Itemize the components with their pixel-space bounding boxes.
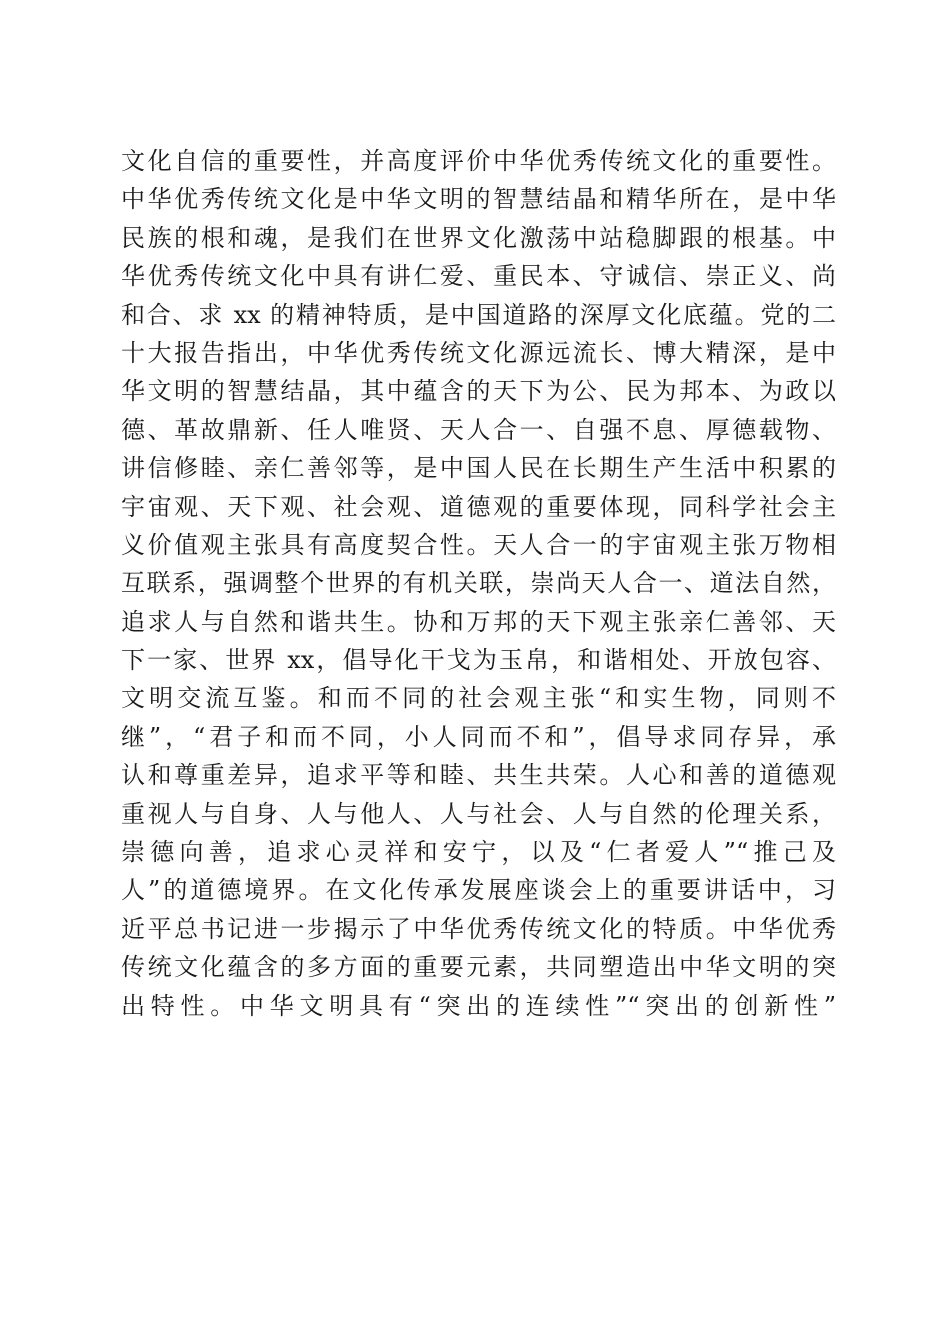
text-line: 华优秀传统文化中具有讲仁爱、重民本、守诚信、崇正义、尚 — [121, 262, 836, 291]
text-line: 宇宙观、天下观、社会观、道德观的重要体现，同科学社会主 — [121, 492, 836, 521]
text-line: 崇德向善，追求心灵祥和安宁，以及“仁者爱人”“推己及 — [121, 838, 836, 867]
text-line: 互联系，强调整个世界的有机关联，崇尚天人合一、道法自然， — [121, 569, 836, 598]
body-paragraph — [121, 142, 836, 1025]
text-line: 近平总书记进一步揭示了中华优秀传统文化的特质。中华优秀 — [121, 914, 836, 943]
text-line: 出特性。中华文明具有“突出的连续性”“突出的创新性” — [121, 991, 836, 1020]
text-line: 德、革故鼎新、任人唯贤、天人合一、自强不息、厚德载物、 — [121, 415, 836, 444]
text-line: 继”，“君子和而不同，小人同而不和”，倡导求同存异，承 — [121, 722, 836, 751]
text-line: 重视人与自身、人与他人、人与社会、人与自然的伦理关系， — [121, 799, 836, 828]
text-line: 追求人与自然和谐共生。协和万邦的天下观主张亲仁善邻、天 — [121, 607, 836, 636]
text-line: 人”的道德境界。在文化传承发展座谈会上的重要讲话中，习 — [121, 876, 836, 905]
text-line: 十大报告指出，中华优秀传统文化源远流长、博大精深，是中 — [121, 338, 836, 367]
text-line: 文化自信的重要性，并高度评价中华优秀传统文化的重要性。 — [121, 147, 836, 175]
text-line: 文明交流互鉴。和而不同的社会观主张“和实生物，同则不 — [121, 684, 836, 713]
text-line: 讲信修睦、亲仁善邻等，是中国人民在长期生产生活中积累的 — [121, 454, 836, 483]
text-line: 民族的根和魂，是我们在世界文化激荡中站稳脚跟的根基。中 — [121, 223, 836, 252]
text-line: 认和尊重差异，追求平等和睦、共生共荣。人心和善的道德观 — [121, 761, 836, 790]
text-line: 传统文化蕴含的多方面的重要元素，共同塑造出中华文明的突 — [121, 953, 836, 982]
text-line: 下一家、世界 xx，倡导化干戈为玉帛，和谐相处、开放包容、 — [121, 646, 836, 675]
text-line: 和合、求 xx 的精神特质，是中国道路的深厚文化底蕴。党的二 — [121, 300, 836, 329]
text-line: 义价值观主张具有高度契合性。天人合一的宇宙观主张万物相 — [121, 530, 836, 559]
text-line: 中华优秀传统文化是中华文明的智慧结晶和精华所在，是中华 — [121, 185, 836, 214]
text-line: 华文明的智慧结晶，其中蕴含的天下为公、民为邦本、为政以 — [121, 377, 836, 406]
